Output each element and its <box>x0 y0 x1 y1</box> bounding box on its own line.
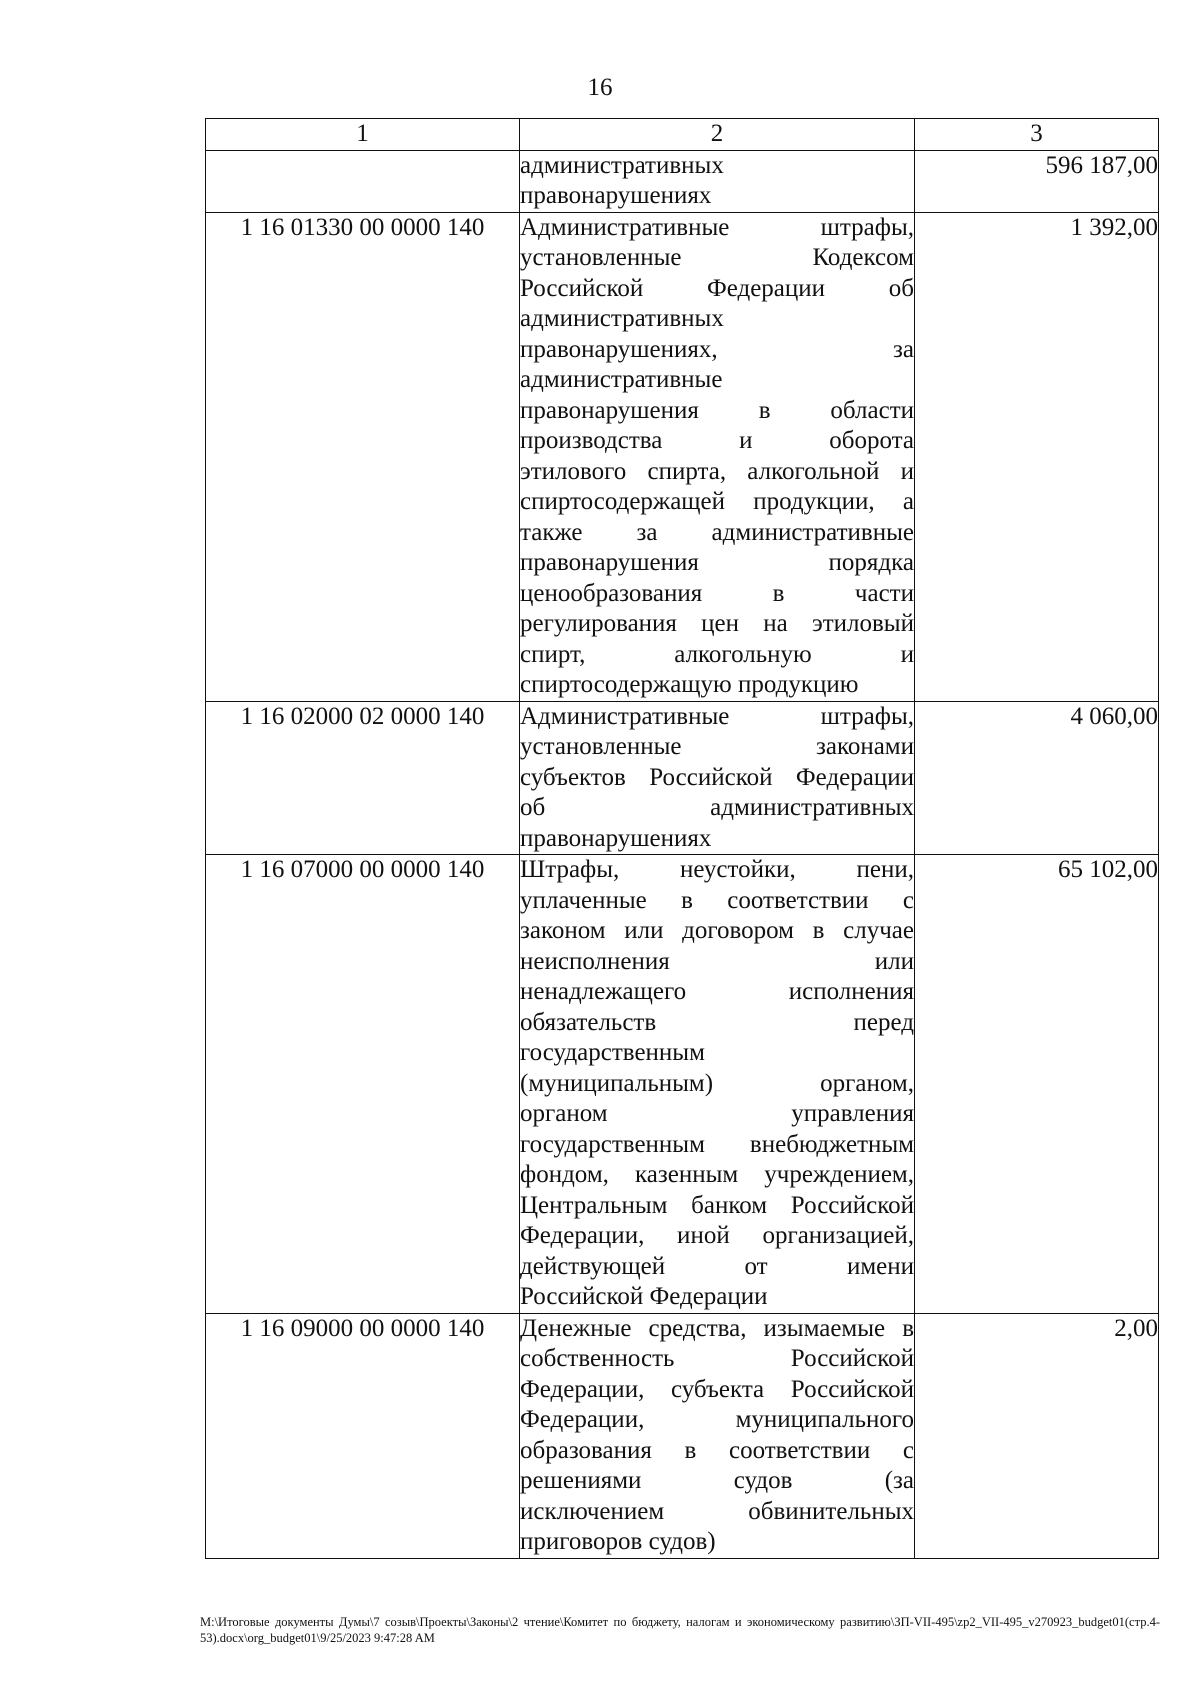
description-line: Административные штрафы, <box>520 702 914 730</box>
description-line: неисполнения или <box>520 947 914 975</box>
budget-code-cell: 1 16 07000 00 0000 140 <box>206 855 520 1314</box>
description-line: фондом, казенным учреждением, <box>520 1161 914 1188</box>
description-line: спиртосодержащей продукции, а <box>520 488 914 515</box>
column-header-2: 2 <box>520 119 915 151</box>
description-line: спирт, алкогольную и <box>520 640 914 668</box>
table-row <box>206 1313 1159 1558</box>
table-row <box>206 701 1159 855</box>
table-row <box>206 150 1159 212</box>
amount-cell: 1 392,00 <box>915 212 1159 701</box>
description-line: правонарушениях, за <box>520 335 914 363</box>
budget-code-cell: 1 16 01330 00 0000 140 <box>206 212 520 701</box>
description-line: Денежные средства, изымаемые в <box>520 1314 914 1342</box>
page-number: 16 <box>587 74 613 101</box>
description-line: Федерации, иной организацией, <box>520 1222 914 1249</box>
description-line: действующей от имени <box>520 1252 914 1280</box>
description-line: Административные штрафы, <box>520 213 914 241</box>
budget-code-cell: 1 16 02000 02 0000 140 <box>206 701 520 855</box>
description-line: исключением обвинительных <box>520 1497 914 1525</box>
description-line: приговоров судов) <box>520 1528 716 1555</box>
description-line: обязательств перед <box>520 1008 914 1036</box>
budget-table <box>205 118 1159 1559</box>
description-line: правонарушения порядка <box>520 549 914 576</box>
description-line: административных <box>520 151 724 179</box>
description-line: Российской Федерации <box>520 1283 768 1310</box>
description-line: правонарушениях <box>520 824 712 852</box>
description-line: законом или договором в случае <box>520 917 914 944</box>
description-line: также за административные <box>520 518 914 546</box>
description-line: Штрафы, неустойки, пени, <box>520 856 914 883</box>
description-line: правонарушения в области <box>520 396 914 424</box>
description-line: уплаченные в соответствии с <box>520 886 914 914</box>
amount-cell: 65 102,00 <box>915 855 1159 1314</box>
file-path-footer: M:\Итоговые документы Думы\7 созыв\Проекты\Законы\2 чтение\Комитет по бюджету, налогам и экономическому развитию\ЗП-VII-495\zp2_VII-495_v270923_budget01(стр.4-53).docx\org_budget01\9/25/2023 9:47:28 AM <box>200 1615 1160 1645</box>
description-line: об административных <box>520 794 914 821</box>
amount-cell: 4 060,00 <box>915 701 1159 855</box>
description-line: регулирования цен на этиловый <box>520 610 914 637</box>
budget-code-cell <box>206 150 520 212</box>
description-line: собственность Российской <box>520 1345 914 1372</box>
description-line: (муниципальным) органом, <box>520 1069 914 1097</box>
description-line: государственным внебюджетным <box>520 1130 914 1158</box>
table-row <box>206 212 1159 701</box>
description-cell <box>520 855 915 1314</box>
description-cell <box>520 212 915 701</box>
description-line: субъектов Российской Федерации <box>520 763 914 791</box>
description-line: административные <box>520 366 723 393</box>
description-line: решениями судов (за <box>520 1467 914 1494</box>
description-line: спиртосодержащую продукцию <box>520 671 859 698</box>
column-header-3: 3 <box>915 119 1159 151</box>
table-header-row <box>206 119 1159 151</box>
description-line: установленные Кодексом <box>520 244 914 271</box>
description-line: Российской Федерации об <box>520 274 914 302</box>
budget-code-cell: 1 16 09000 00 0000 140 <box>206 1313 520 1558</box>
description-line: Центральным банком Российской <box>520 1191 914 1219</box>
description-line: этилового спирта, алкогольной и <box>520 457 914 485</box>
description-cell <box>520 1313 915 1558</box>
description-line: государственным <box>520 1039 705 1066</box>
amount-cell: 2,00 <box>915 1313 1159 1558</box>
table-row <box>206 855 1159 1314</box>
description-line: Федерации, муниципального <box>520 1406 914 1433</box>
description-line: ценообразования в части <box>520 579 914 607</box>
description-line: ненадлежащего исполнения <box>520 978 914 1005</box>
description-line: административных <box>520 305 724 332</box>
description-line: установленные законами <box>520 733 914 760</box>
description-line: правонарушениях <box>520 182 712 209</box>
column-header-1: 1 <box>206 119 520 151</box>
description-line: органом управления <box>520 1100 914 1127</box>
description-line: Федерации, субъекта Российской <box>520 1375 914 1403</box>
amount-cell: 596 187,00 <box>915 150 1159 212</box>
description-line: образования в соответствии с <box>520 1436 914 1464</box>
description-line: производства и оборота <box>520 427 914 454</box>
table-body <box>206 150 1159 1558</box>
description-cell <box>520 701 915 855</box>
description-cell <box>520 150 915 212</box>
